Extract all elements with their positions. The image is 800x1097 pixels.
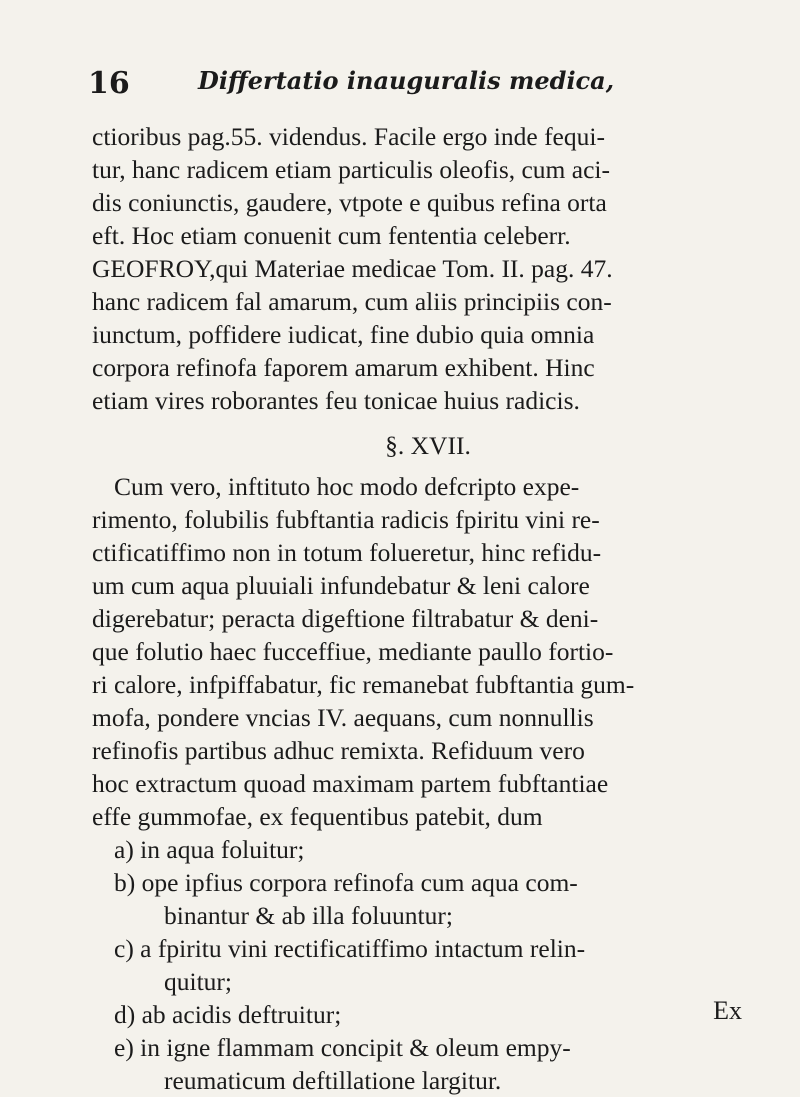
- text-line: ri calore, infpiffabatur, fic remanebat fubftantia gum-: [92, 670, 635, 699]
- list-item: e) in igne flammam concipit & oleum empy-: [114, 1033, 571, 1062]
- catchword: Ex: [713, 996, 742, 1025]
- text-line: corpora refinofa faporem amarum exhibent. Hinc: [92, 353, 595, 382]
- text-line: etiam vires roborantes feu tonicae huius radicis.: [92, 386, 580, 415]
- list-item-continuation: quitur;: [164, 967, 232, 996]
- list-item-continuation: reumaticum deftillatione largitur.: [164, 1066, 502, 1095]
- running-title: Differtatio inauguralis medica,: [198, 66, 615, 95]
- text-line: um cum aqua pluuiali infundebatur & leni calore: [92, 571, 590, 600]
- text-line: hoc extractum quoad maximam partem fubftantiae: [92, 769, 609, 798]
- text-line: tur, hanc radicem etiam particulis oleofis, cum aci-: [92, 155, 610, 184]
- text-line: dis coniunctis, gaudere, vtpote e quibus refina orta: [92, 188, 607, 217]
- text-line: Cum vero, inftituto hoc modo defcripto expe-: [114, 472, 580, 501]
- text-line: ctioribus pag.55. videndus. Facile ergo inde fequi-: [92, 122, 605, 151]
- page-header: [88, 66, 760, 106]
- paragraph-1: [92, 120, 724, 417]
- text-line: ctificatiffimo non in totum folueretur, hinc refidu-: [92, 538, 602, 567]
- text-line: que folutio haec fucceffiue, mediante paullo fortio-: [92, 637, 614, 666]
- property-list: [92, 833, 724, 1097]
- text-line: iunctum, poffidere iudicat, fine dubio quia omnia: [92, 320, 595, 349]
- paragraph-2: [92, 470, 724, 833]
- section-heading: §. XVII.: [385, 431, 471, 460]
- list-item: b) ope ipfius corpora refinofa cum aqua com-: [114, 868, 578, 897]
- list-item: a) in aqua foluitur;: [114, 835, 305, 864]
- text-line: hanc radicem fal amarum, cum aliis principiis con-: [92, 287, 612, 316]
- text-line: effe gummofae, ex fequentibus patebit, dum: [92, 802, 543, 831]
- text-line: mofa, pondere vncias IV. aequans, cum nonnullis: [92, 703, 594, 732]
- text-line: refinofis partibus adhuc remixta. Refiduum vero: [92, 736, 585, 765]
- list-item: d) ab acidis deftruitur;: [114, 1000, 342, 1029]
- page-number: 16: [88, 66, 130, 101]
- text-line: eft. Hoc etiam conuenit cum fententia celeberr.: [92, 221, 571, 250]
- list-item: c) a fpiritu vini rectificatiffimo intactum relin-: [114, 934, 586, 963]
- list-item-continuation: binantur & ab illa foluuntur;: [164, 901, 453, 930]
- text-line: digerebatur; peracta digeftione filtrabatur & deni-: [92, 604, 599, 633]
- text-line: rimento, folubilis fubftantia radicis fpiritu vini re-: [92, 505, 600, 534]
- text-line: GEOFROY,qui Materiae medicae Tom. II. pag. 47.: [92, 254, 613, 283]
- body-text: [92, 120, 724, 1097]
